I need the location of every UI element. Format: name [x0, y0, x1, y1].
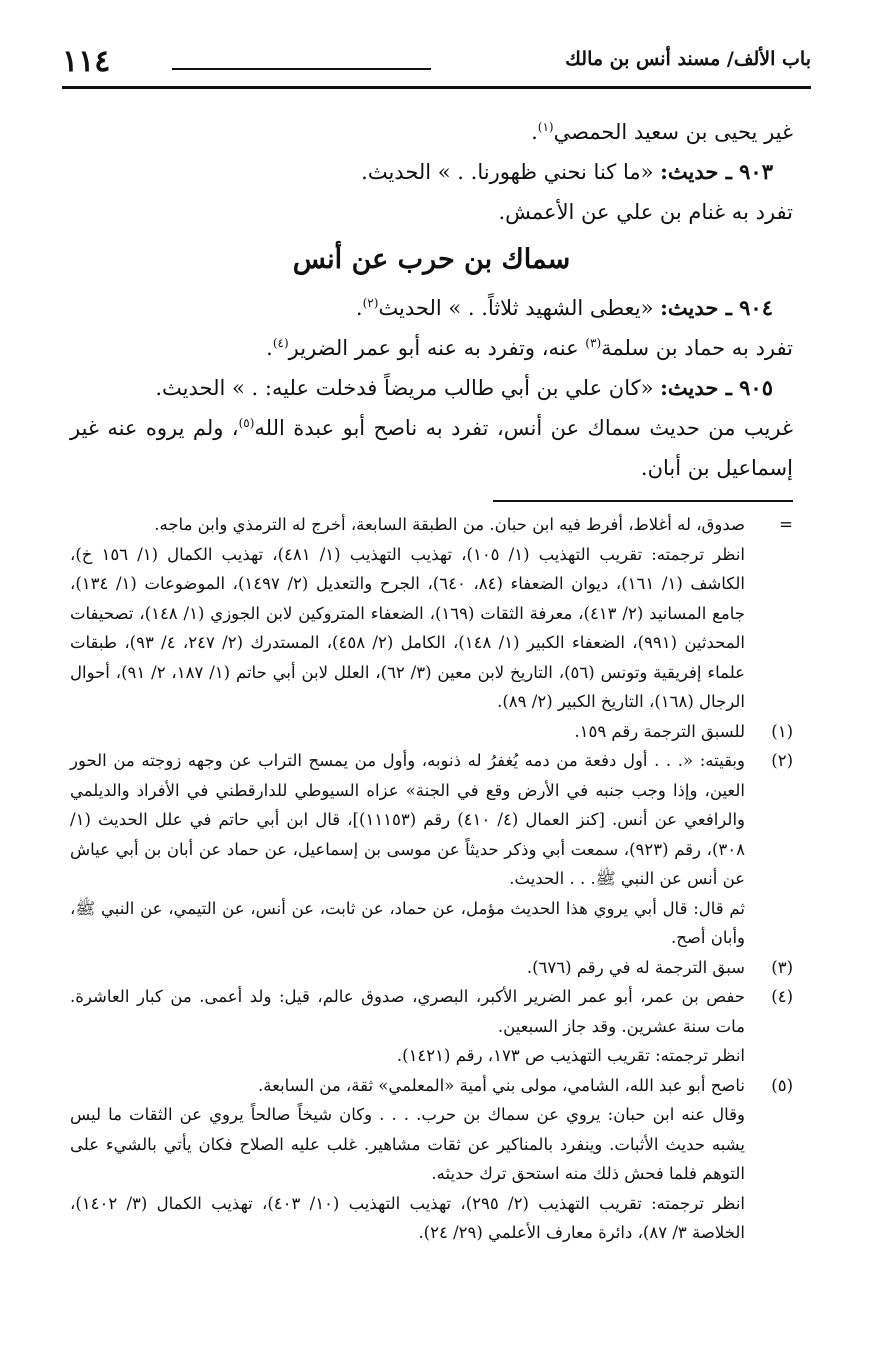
footnote-separator — [493, 500, 793, 502]
footnote-continued: = صدوق، له أغلاط، أفرط فيه ابن حبان. من الطبقة السابعة، أخرج له الترمذي وابن ماجه. انظر ترجمته: تقريب التهذيب (١/ ١٠٥)، تهذيب التهذيب (١/ ٤٨١)، تهذيب الكمال (١/ ١٥٦ خ)، الكاشف (١/ ١٦١)، ديوان الضعفاء (٨٤، ٦٤٠)، الجرح والتعديل (٢/ ١٤٩٧)، الموضوعات (١/ ١٣٤)، جامع المسانيد (٢/ ٤١٣)، معرفة الثقات (١٦٩)، الضعفاء المتروكين لابن الجوزي (١/ ١٤٨)، تصحيفات المحدثين (٩٩١)، الضعفاء الكبير (١/ ١٤٨)، الكامل (٢/ ٤٥٨)، المستدرك (٢/ ٢٤٧، ٤/ ٩٣)، طبقات علماء إفريقية وتونس (٥٦)، التاريخ لابن معين (٣/ ٦٢)، العلل لابن أبي حاتم (١/ ١٨٧، ٢/ ٩١)، أحوال الرجال (١٦٨)، التاريخ الكبير (٢/ ٨٩). — [70, 510, 793, 717]
footnote-ref: (٢) — [362, 296, 379, 310]
page-number: ١١٤ — [62, 44, 111, 79]
hadith-903-note: تفرد به غنام بن علي عن الأعمش. — [498, 200, 793, 224]
footnote-ref: (٤) — [272, 336, 289, 350]
continuation-line: غير يحيى بن سعيد الحمصي$^{(١)}$. — [531, 120, 793, 144]
footnote-ref: (٣) — [585, 336, 602, 350]
footnote-mark: (٢) — [771, 751, 793, 770]
hadith-904: ٩٠٤ ـ حديث: «يعطى الشهيد ثلاثاً. . » الحديث$^{(٢)}$. — [355, 295, 773, 320]
section-title: سماك بن حرب عن أنس — [292, 244, 571, 275]
footnote-3: (٣) سبق الترجمة له في رقم (٦٧٦). — [70, 953, 793, 983]
footnote-mark: = — [779, 515, 793, 534]
footnotes — [70, 510, 793, 1248]
footnote-mark: (٣) — [771, 957, 793, 977]
footnote-mark: (١) — [771, 721, 793, 741]
header-dash-line — [172, 68, 431, 70]
footnote-1: (١) للسبق الترجمة رقم ١٥٩. — [70, 717, 793, 747]
footnote-2: (٢) وبقيته: «. . . أول دفعة من دمه يُغفرُ له ذنوبه، وأول من يمسح التراب عن وجهه زوجته من الحور العين، وإذا وجب جنبه في الأرض وقع في الجنة» عزاه السيوطي للدارقطني في الأفراد والديلمي والرافعي عن أنس. [كنز العمال (٤/ ٤١٠) رقم (١١١٥٣)]، قال ابن أبي حاتم في علل الحديث (١/ ٣٠٨)، رقم (٩٢٣)، سمعت أبي وذكر حديثاً عن موسى بن إسماعيل، عن حماد عن أبان بن أبي عياش عن أنس عن النبي ﷺ. . . الحديث. ثم قال: قال أبي يروي هذا الحديث مؤمل، عن حماد، عن ثابت، عن أنس، عن التيمي، عن النبي ﷺ، وأبان أصح. — [70, 746, 793, 953]
running-header — [62, 44, 811, 88]
hadith-904-note: تفرد به حماد بن سلمة$^{(٣)}$ عنه، وتفرد به عنه أبو عمر الضرير$^{(٤)}$. — [266, 336, 793, 360]
hadith-903: ٩٠٣ ـ حديث: «ما كنا نحني ظهورنا. . » الحديث. — [361, 159, 773, 184]
main-text — [70, 112, 793, 488]
hadith-905: ٩٠٥ ـ حديث: «كان علي بن أبي طالب مريضاً فدخلت عليه: . » الحديث. — [155, 375, 773, 400]
hadith-number: ٩٠٤ ـ حديث: — [660, 295, 773, 320]
footnote-mark: (٤) — [771, 987, 793, 1006]
footnote-mark: (٥) — [771, 1075, 793, 1095]
hadith-number: ٩٠٥ ـ حديث: — [660, 375, 773, 400]
hadith-905-note: غريب من حديث سماك عن أنس، تفرد به ناصح أبو عبدة الله$^{(٥)}$، ولم يروه عنه غير إسماعيل بن أبان. — [70, 416, 793, 480]
header-rule — [62, 86, 811, 89]
footnote-ref: (١) — [537, 120, 554, 134]
footnote-5: (٥) ناصح أبو عبد الله، الشامي، مولى بني أمية «المعلمي» ثقة، من السابعة. وقال عنه ابن حبان: يروي عن سماك بن حرب. . . . وكان شيخاً صالحاً يروي عن الثقات ما ليس يشبه حديث الأثبات. وينفرد بالمناكير عن ثقات مشاهير. غلب عليه الصلاح فكان يأتي بالشيء على التوهم فلما فحش ذلك منه استحق ترك حديثه. انظر ترجمته: تقريب التهذيب (٢/ ٢٩٥)، تهذيب التهذيب (١٠/ ٤٠٣)، تهذيب الكمال (٣/ ١٤٠٢)، الخلاصة ٣/ ٨٧)، دائرة معارف الأعلمي (٢٩/ ٢٤). — [70, 1071, 793, 1248]
hadith-number: ٩٠٣ ـ حديث: — [660, 159, 773, 184]
footnote-4: (٤) حفص بن عمر، أبو عمر الضرير الأكبر، البصري، صدوق عالم، قيل: ولد أعمى. من كبار العاشرة. مات سنة عشرين. وقد جاز السبعين. انظر ترجمته: تقريب التهذيب ص ١٧٣، رقم (١٤٢١). — [70, 982, 793, 1071]
footnote-ref: (٥) — [238, 416, 255, 430]
running-title: باب الألف/ مسند أنس بن مالك — [565, 48, 811, 70]
